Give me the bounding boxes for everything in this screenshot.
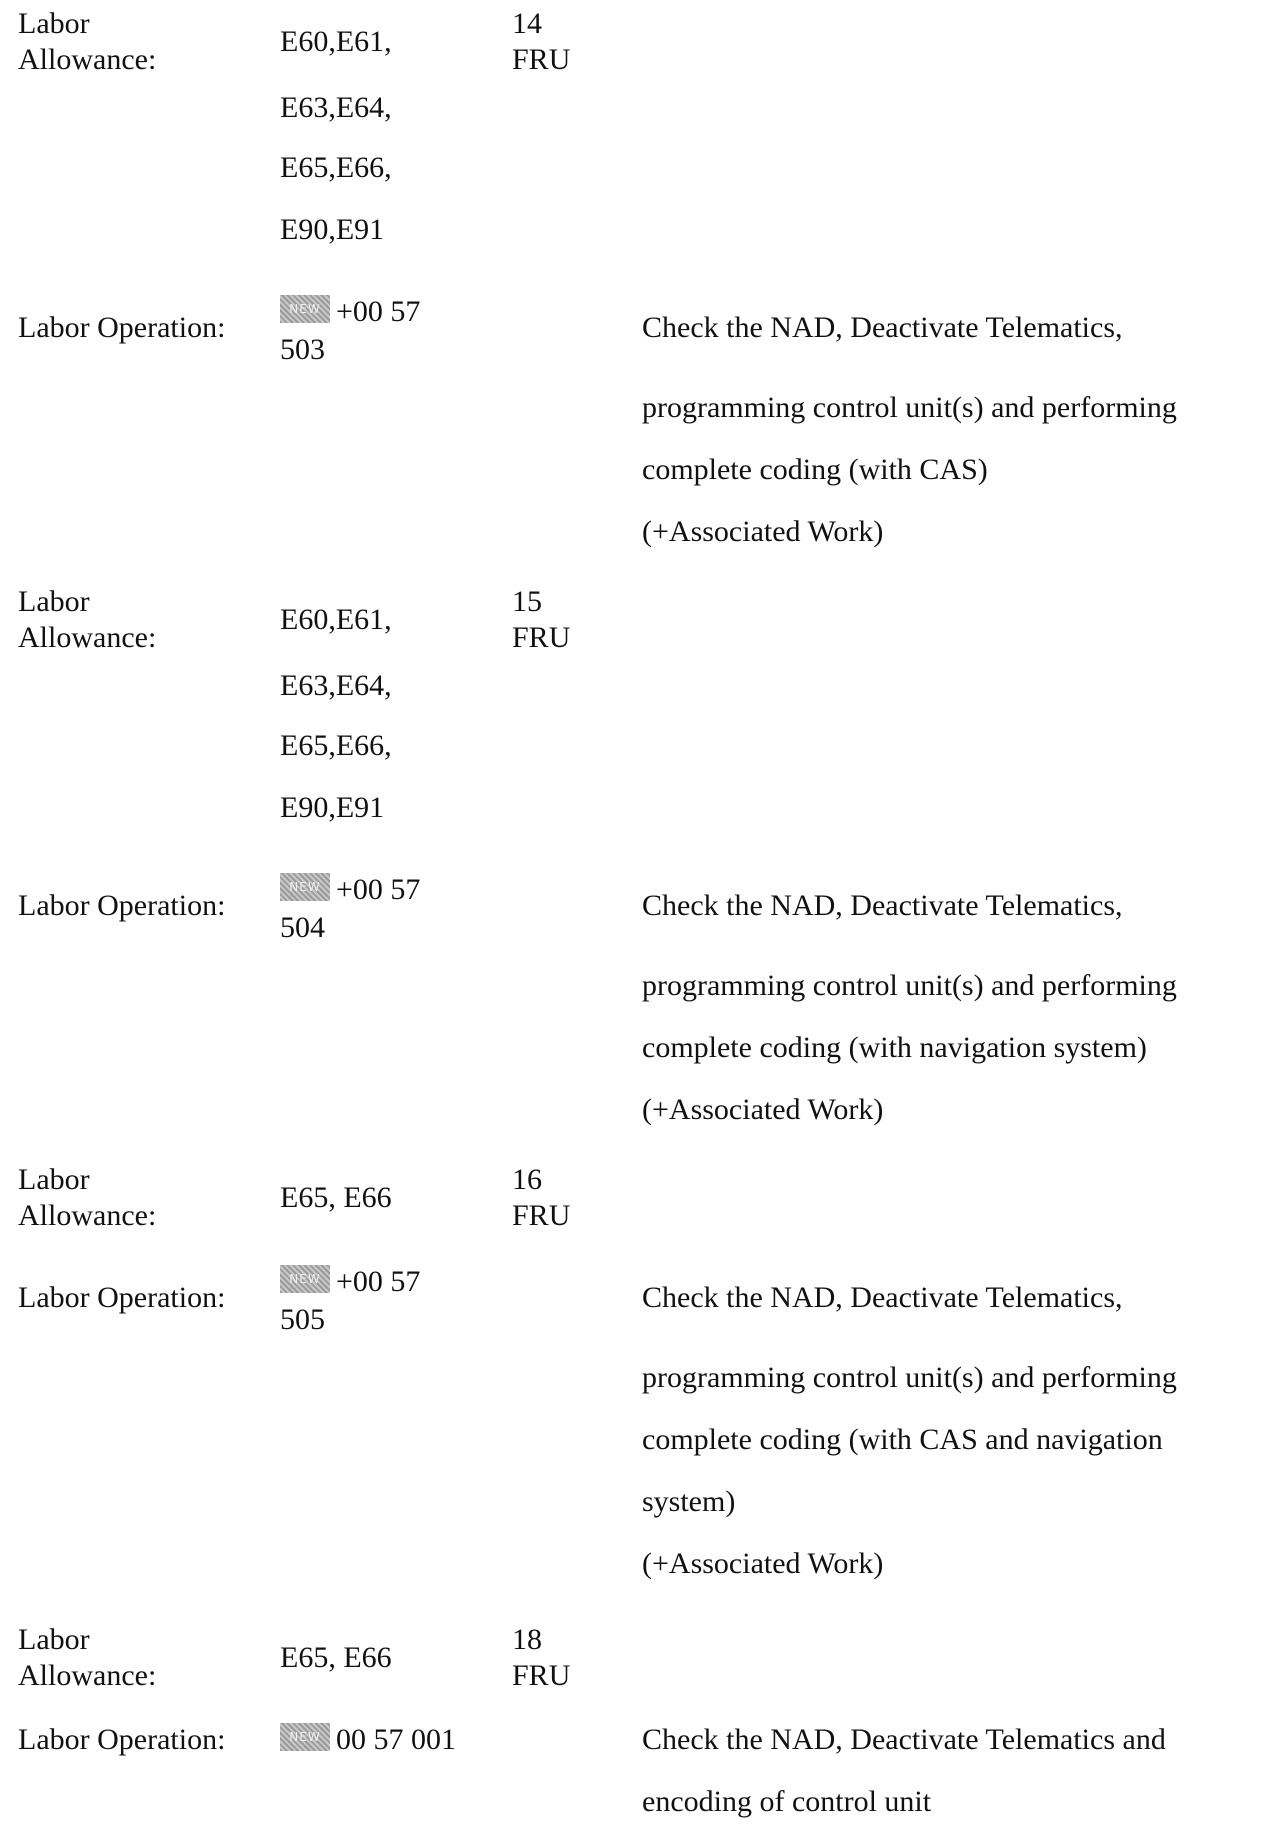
fru-unit: FRU — [512, 1659, 571, 1692]
operation-description: Check the NAD, Deactivate Telematics, — [642, 1281, 1123, 1314]
operation-description: Check the NAD, Deactivate Telematics, — [642, 889, 1123, 922]
operation-code-cont: 503 — [280, 333, 325, 366]
labor-allowance-label: Allowance: — [18, 621, 157, 654]
model-code: E63,E64, — [280, 669, 392, 702]
labor-operation-label: Labor Operation: — [18, 1723, 226, 1756]
labor-allowance-label: Allowance: — [18, 43, 157, 76]
operation-code: NEW +00 57 — [280, 294, 420, 330]
fru-unit: FRU — [512, 621, 571, 654]
operation-description: Check the NAD, Deactivate Telematics, — [642, 311, 1123, 344]
fru-value: 16 — [512, 1163, 542, 1196]
labor-allowance-label: Labor — [18, 1163, 90, 1196]
model-code: E60,E61, — [280, 25, 392, 58]
labor-operation-label: Labor Operation: — [18, 311, 226, 344]
new-badge-icon: NEW — [280, 1265, 330, 1293]
labor-allowance-label: Allowance: — [18, 1659, 157, 1692]
operation-description: programming control unit(s) and performing — [642, 1361, 1177, 1394]
model-code: E90,E91 — [280, 791, 385, 824]
operation-description: encoding of control unit — [642, 1785, 932, 1818]
fru-unit: FRU — [512, 43, 571, 76]
model-code: E90,E91 — [280, 213, 385, 246]
labor-allowance-label: Labor — [18, 7, 90, 40]
operation-description: (+Associated Work) — [642, 1093, 884, 1126]
labor-allowance-label: Allowance: — [18, 1199, 157, 1232]
operation-code-cont: 504 — [280, 911, 325, 944]
model-code: E65, E66 — [280, 1641, 392, 1674]
labor-operation-label: Labor Operation: — [18, 889, 226, 922]
fru-value: 14 — [512, 7, 542, 40]
operation-description: programming control unit(s) and performing — [642, 969, 1177, 1002]
operation-code-cont: 505 — [280, 1303, 325, 1336]
operation-description: (+Associated Work) — [642, 1547, 884, 1580]
operation-code: NEW 00 57 001 — [280, 1722, 456, 1758]
new-badge-icon: NEW — [280, 295, 330, 323]
model-code: E65,E66, — [280, 151, 392, 184]
operation-description: system) — [642, 1485, 736, 1518]
operation-code: NEW +00 57 — [280, 872, 420, 908]
operation-description: complete coding (with navigation system) — [642, 1031, 1147, 1064]
operation-description: Check the NAD, Deactivate Telematics and — [642, 1723, 1166, 1756]
model-code: E63,E64, — [280, 91, 392, 124]
operation-description: complete coding (with CAS and navigation — [642, 1423, 1163, 1456]
labor-allowance-label: Labor — [18, 1623, 90, 1656]
fru-value: 15 — [512, 585, 542, 618]
operation-description: complete coding (with CAS) — [642, 453, 988, 486]
new-badge-icon: NEW — [280, 1723, 330, 1751]
labor-operation-label: Labor Operation: — [18, 1281, 226, 1314]
fru-value: 18 — [512, 1623, 542, 1656]
operation-description: (+Associated Work) — [642, 515, 884, 548]
model-code: E60,E61, — [280, 603, 392, 636]
model-code: E65, E66 — [280, 1181, 392, 1214]
operation-description: programming control unit(s) and performing — [642, 391, 1177, 424]
labor-allowance-label: Labor — [18, 585, 90, 618]
model-code: E65,E66, — [280, 729, 392, 762]
operation-code: NEW +00 57 — [280, 1264, 420, 1300]
new-badge-icon: NEW — [280, 873, 330, 901]
fru-unit: FRU — [512, 1199, 571, 1232]
